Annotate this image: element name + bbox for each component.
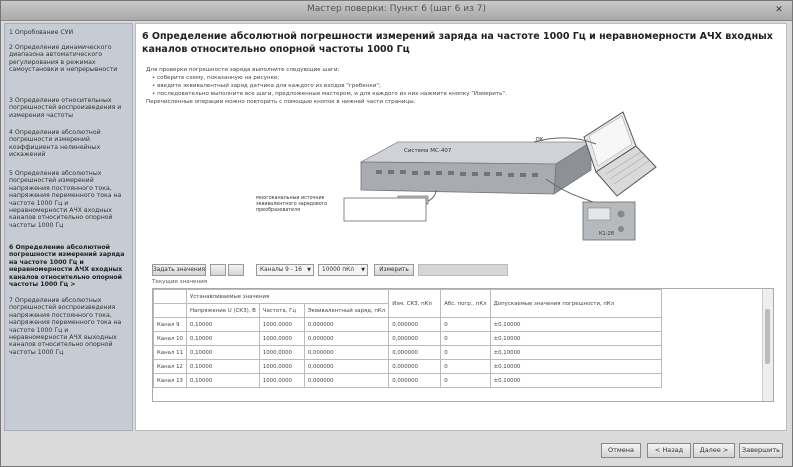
table-cell: Канал 11 [154,346,187,360]
table-row[interactable] [154,346,662,360]
table-cell[interactable]: 0,10000 [186,346,259,360]
charge-source-box [344,198,426,221]
step-7[interactable]: 7 Определение абсолютных погрешностей воспроизведения напряжения постоянного тока, напряжения переменного тока на частоте 1000 Гц и неравномерности АЧХ выходных каналов относительно опорной частоты 1000 Гц [9,297,122,356]
table-row[interactable] [154,360,662,374]
title-bar[interactable] [1,1,792,21]
group-header: Устанавливаемые значения [186,290,388,304]
column-header: Эквивалентный заряд, пКл [304,304,388,318]
table-cell: Канал 9 [154,318,187,332]
table-cell: Канал 12 [154,360,187,374]
steps-sidebar [4,23,133,431]
channels-select[interactable] [256,264,314,276]
table-cell: ±0,10000 [490,374,661,388]
table-cell: 0 [441,374,490,388]
table-cell: ±0,10000 [490,360,661,374]
table-cell: 0 [441,346,490,360]
results-table [153,289,662,388]
table-cell: 0,000000 [389,374,441,388]
column-header: Частота, Гц [259,304,304,318]
device-front [361,162,556,194]
page-title: 6 Определение абсолютной погрешности измерений заряда на частоте 1000 Гц и неравномерности АЧХ входных каналов относительно опорной частоты 1000 Гц [142,31,773,55]
instruction-bullet: • последовательно выполните все шаги, предложенные мастером, и для каждого из них нажмите кнопку "Измерить". [152,91,507,97]
channels-select-value: Каналы 9 - 16 [260,267,302,273]
chevron-down-icon: ▼ [307,267,311,273]
table-scrollbar[interactable] [762,289,773,401]
charge-source-label: Многоканальный источник эквивалентного зарядового преобразователя [256,196,328,213]
close-button[interactable]: ✕ [775,5,783,15]
table-cell: 0,000000 [389,318,441,332]
table-cell[interactable]: 0,000000 [304,318,388,332]
step-3[interactable]: 3 Определение относительных погрешностей воспроизведения и измерения частоты [9,97,122,119]
pc-label: ПК [536,137,544,143]
toolbar-button-2[interactable] [210,264,226,276]
step-6-current[interactable]: 6 Определение абсолютной погрешности измерений заряда на частоте 1000 Гц и неравномерности АЧХ входных каналов относительно опорной частоты 1000 Гц > [9,244,125,289]
step-5[interactable]: 5 Определение абсолютных погрешностей измерений напряжения постоянного тока, напряжения переменного тока на частоте 1000 Гц и неравномерности АЧХ входных каналов относительно опорной частоты 1000 Гц [9,170,122,229]
table-cell: ±0,10000 [490,318,661,332]
device-top [361,142,591,164]
table-cell: 0,000000 [389,332,441,346]
step-content [135,23,787,431]
table-cell: 0 [441,332,490,346]
instructions-note: Перечисленные операции можно повторить с помощью кнопок в нижней части страницы. [146,99,416,105]
column-header: Напряжение U (СКЗ), В [186,304,259,318]
generator-label: К1-28 [599,231,614,237]
table-cell[interactable]: 1000,0000 [259,360,304,374]
instructions-intro: Для проверки погрешности заряда выполните следующие шаги: [146,67,340,73]
table-row[interactable] [154,332,662,346]
toolbar-button-3[interactable] [228,264,244,276]
table-row[interactable] [154,318,662,332]
device-label: Система MC-407 [404,148,452,154]
table-cell[interactable]: 0,10000 [186,318,259,332]
wizard-footer [135,433,787,463]
range-select[interactable] [318,264,368,276]
connection-diagram [136,24,788,284]
table-cell[interactable]: 1000,0000 [259,332,304,346]
next-button[interactable]: Далее > [693,443,735,458]
table-cell[interactable]: 1000,0000 [259,374,304,388]
chevron-down-icon: ▼ [361,267,365,273]
step-1[interactable]: 1 Опробование СУИ [9,29,74,36]
step-2[interactable]: 2 Определение динамического диапазона автоматического регулирования в режимах самоустановки и непрерывности [9,44,118,74]
table-cell: 0,000000 [389,360,441,374]
instruction-bullet: • соберите схему, показанную на рисунке; [152,75,280,81]
column-header [154,304,187,318]
table-corner [154,290,187,304]
table-cell: 0 [441,318,490,332]
step-4[interactable]: 4 Определение абсолютной погрешности измерений коэффициента нелинейных искажений [9,129,101,159]
table-cell[interactable]: 0,000000 [304,332,388,346]
instruction-bullet: • введите эквивалентный заряд датчика для каждого из входов "гребенки"; [152,83,381,89]
table-cell: 0 [441,360,490,374]
table-cell: ±0,10000 [490,346,661,360]
measure-button[interactable]: Измерить [374,264,414,276]
table-cell: 0,000000 [389,346,441,360]
table-cell[interactable]: 1000,0000 [259,346,304,360]
column-header: Абс. погр., пКл [441,290,490,318]
range-select-value: 10000 пКл [322,267,354,273]
scrollbar-thumb[interactable] [765,309,770,364]
table-cell[interactable]: 0,10000 [186,374,259,388]
table-cell: Канал 13 [154,374,187,388]
table-cell[interactable]: 0,10000 [186,360,259,374]
set-values-button[interactable]: Задать значения [152,264,206,276]
table-cell: ±0,10000 [490,332,661,346]
column-header: Допускаемые значения погрешности, пКл [490,290,661,318]
table-caption: Текущие значения [152,279,208,285]
cancel-button[interactable]: Отмена [601,443,641,458]
table-cell[interactable]: 1000,0000 [259,318,304,332]
table-cell[interactable]: 0,10000 [186,332,259,346]
table-cell[interactable]: 0,000000 [304,360,388,374]
table-row[interactable] [154,374,662,388]
status-field [418,264,508,276]
finish-button[interactable]: Завершить [739,443,783,458]
back-button[interactable]: < Назад [647,443,691,458]
table-cell[interactable]: 0,000000 [304,374,388,388]
table-cell: Канал 10 [154,332,187,346]
window-title: Мастер поверки: Пункт 6 (шаг 6 из 7) [307,4,486,14]
results-table-container[interactable] [152,288,774,402]
column-header: Изм. СКЗ, пКл [389,290,441,318]
table-cell[interactable]: 0,000000 [304,346,388,360]
